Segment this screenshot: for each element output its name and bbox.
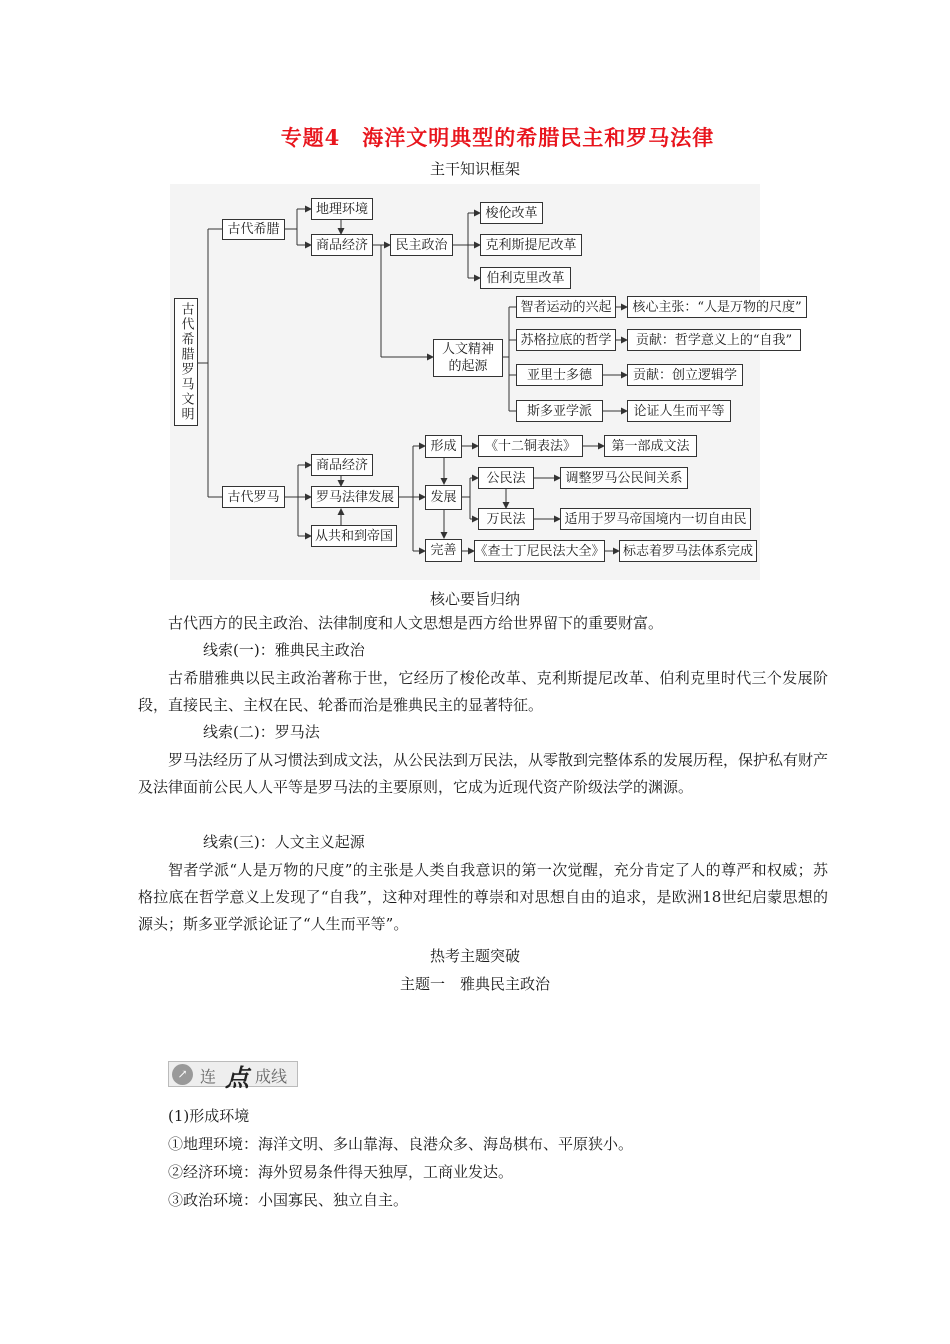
stoics-note-box: 论证人生而平等 xyxy=(627,400,731,422)
republic-to-empire-box: 从共和到帝国 xyxy=(311,525,397,547)
geo-env-box: 地理环境 xyxy=(311,198,373,220)
humanism-origin-box: 人文精神的起源 xyxy=(433,339,503,377)
law-of-nations-box: 万民法 xyxy=(478,508,534,530)
first-written-law-box: 第一部成文法 xyxy=(604,435,697,457)
socrates-note-box: 贡献：哲学意义上的“自我” xyxy=(627,329,801,351)
topic-one-heading: 主题一 雅典民主政治 xyxy=(399,975,550,993)
env-item-geo: ①地理环境：海洋文明、多山靠海、良港众多、海岛棋布、平原狭小。 xyxy=(168,1135,634,1153)
civil-law-box: 公民法 xyxy=(478,467,534,489)
stoics-box: 斯多亚学派 xyxy=(516,400,603,422)
trend-icon: ↗ xyxy=(172,1064,193,1085)
badge-text-1: 连 xyxy=(200,1067,217,1086)
sophists-box: 智者运动的兴起 xyxy=(516,296,616,318)
clue1-title: 线索(一)：雅典民主政治 xyxy=(203,641,365,659)
core-heading: 核心要旨归纳 xyxy=(429,590,520,608)
civil-law-note-box: 调整罗马公民间关系 xyxy=(560,467,688,489)
commodity-economy-box-2: 商品经济 xyxy=(311,454,373,476)
badge-text-2: 点 xyxy=(225,1063,249,1092)
development-box: 发展 xyxy=(425,485,462,510)
perfection-box: 完善 xyxy=(425,539,462,562)
justinian-note-box: 标志着罗马法体系完成 xyxy=(619,540,757,562)
justinian-code-box: 《查士丁尼民法大全》 xyxy=(474,540,605,562)
clue1-text: 古希腊雅典以民主政治著称于世，它经历了梭伦改革、克利斯提尼改革、伯利克里时代三个发展阶段，直接民主、主权在民、轮番而治是雅典民主的显著特征。 xyxy=(138,669,828,714)
formation-box: 形成 xyxy=(425,435,462,458)
clue2-text: 罗马法经历了从习惯法到成文法，从公民法到万民法，从零散到完整体系的发展历程，保护私有财产及法律面前公民人人平等是罗马法的主要原则，它成为近现代资产阶级法学的渊源。 xyxy=(138,751,829,796)
intro-paragraph: 古代西方的民主政治、法律制度和人文思想是西方给世界留下的重要财富。 xyxy=(168,614,664,632)
page-title: 专题4 海洋文明典型的希腊民主和罗马法律 xyxy=(280,125,715,150)
framework-heading: 主干知识框架 xyxy=(429,160,520,178)
env-title: (1)形成环境 xyxy=(168,1107,250,1125)
socrates-box: 苏格拉底的哲学 xyxy=(516,329,616,351)
sophists-note-box: 核心主张：“人是万物的尺度” xyxy=(627,296,807,318)
env-item-economy: ②经济环境：海外贸易条件得天独厚，工商业发达。 xyxy=(168,1163,514,1181)
cleisthenes-reform-box: 克利斯提尼改革 xyxy=(480,234,582,256)
law-of-nations-note-box: 适用于罗马帝国境内一切自由民 xyxy=(560,508,751,530)
aristotle-note-box: 贡献：创立逻辑学 xyxy=(627,364,743,386)
greece-box: 古代希腊 xyxy=(222,219,285,240)
clue3-text: 智者学派“人是万物的尺度”的主张是人类自我意识的第一次觉醒，充分肯定了人的尊严和权威；苏格拉底在哲学意义上发现了“自我”，这种对理性的尊崇和对思想自由的追求，是欧洲18世纪启蒙思想的源头；斯多亚学派论证了“人生而平等”。 xyxy=(138,861,828,933)
democracy-box: 民主政治 xyxy=(390,234,453,256)
commodity-economy-box-1: 商品经济 xyxy=(311,234,373,256)
pericles-reform-box: 伯利克里改革 xyxy=(480,267,571,289)
rome-box: 古代罗马 xyxy=(222,486,285,508)
root-box: 古代希腊罗马文明 xyxy=(174,298,198,426)
badge-text-3: 成线 xyxy=(255,1067,288,1086)
solon-reform-box: 梭伦改革 xyxy=(480,202,543,224)
env-item-politics: ③政治环境：小国寡民、独立自主。 xyxy=(168,1191,409,1209)
connect-dots-badge xyxy=(168,1061,298,1092)
twelve-tables-box: 《十二铜表法》 xyxy=(478,435,583,457)
hot-topics-heading: 热考主题突破 xyxy=(429,947,520,965)
roman-law-development-box: 罗马法律发展 xyxy=(311,486,399,508)
aristotle-box: 亚里士多德 xyxy=(516,364,603,386)
clue3-title: 线索(三)：人文主义起源 xyxy=(203,833,365,851)
clue2-title: 线索(二)：罗马法 xyxy=(203,723,320,741)
